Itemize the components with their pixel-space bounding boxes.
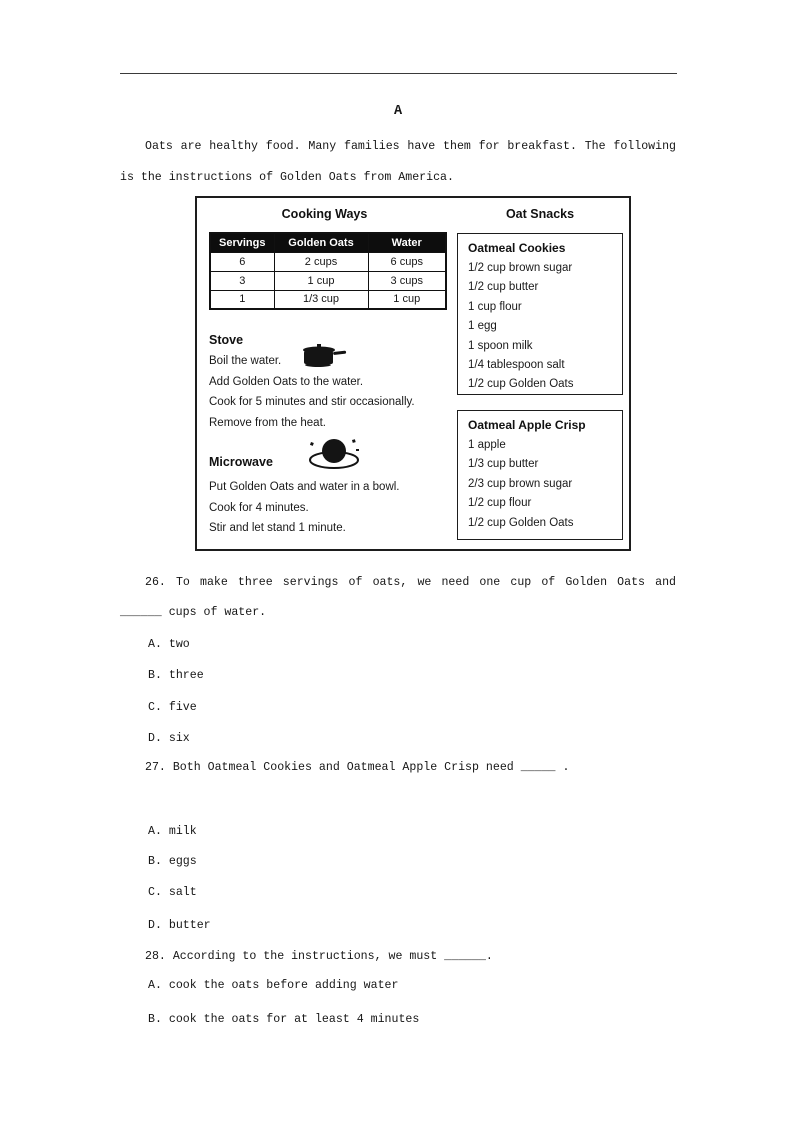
servings-table <box>209 232 447 310</box>
table-row <box>210 290 446 309</box>
header-rule <box>120 73 677 74</box>
question-27-line-1: 27. Both Oatmeal Cookies and Oatmeal Apple Crisp need _____ . <box>145 761 570 774</box>
table-cell: 2 cups <box>274 252 368 271</box>
intro-line-1: Oats are healthy food. Many families have them for breakfast. The following <box>145 140 676 153</box>
question-27-option-c: C. salt <box>148 886 197 899</box>
stove-step: Remove from the heat. <box>209 416 326 429</box>
question-28-option-a: A. cook the oats before adding water <box>148 979 399 992</box>
oatmeal-apple-crisp-title: Oatmeal Apple Crisp <box>468 418 586 432</box>
table-cell: 1/3 cup <box>274 290 368 309</box>
ingredient-item: 2/3 cup brown sugar <box>468 477 573 490</box>
table-cell: 1 cup <box>368 290 446 309</box>
table-cell: 3 <box>210 271 274 290</box>
ingredient-item: 1 apple <box>468 439 506 451</box>
table-header-row <box>210 233 446 252</box>
section-heading: A <box>393 104 403 119</box>
ingredient-item: 1 egg <box>468 320 497 333</box>
question-28-line-1: 28. According to the instructions, we must ______. <box>145 950 493 963</box>
table-cell: 3 cups <box>368 271 446 290</box>
table-row <box>210 252 446 271</box>
question-28-option-b: B. cook the oats for at least 4 minutes <box>148 1013 420 1026</box>
microwave-bowl-icon <box>307 436 361 475</box>
intro-line-2: is the instructions of Golden Oats from America. <box>120 171 454 184</box>
stove-step: Boil the water. <box>209 355 282 367</box>
instructions-figure <box>195 196 631 551</box>
table-cell: 1 <box>210 290 274 309</box>
ingredient-item: 1 cup flour <box>468 300 522 313</box>
ingredient-item: 1/2 cup Golden Oats <box>468 378 574 391</box>
microwave-step: Put Golden Oats and water in a bowl. <box>209 481 400 493</box>
ingredient-item: 1/2 cup Golden Oats <box>468 516 574 529</box>
question-26-line-1: 26. To make three servings of oats, we need one cup of Golden Oats and <box>145 576 676 589</box>
stove-step: Cook for 5 minutes and stir occasionally. <box>209 396 415 409</box>
table-cell: 6 <box>210 252 274 271</box>
microwave-step: Stir and let stand 1 minute. <box>209 522 346 535</box>
question-26-option-a: A. two <box>148 638 190 651</box>
ingredient-item: 1/3 cup butter <box>468 458 539 471</box>
ingredient-item: 1/2 cup flour <box>468 497 532 510</box>
oatmeal-cookies-box <box>457 233 623 395</box>
stove-pot-icon <box>297 341 347 374</box>
table-cell: 6 cups <box>368 252 446 271</box>
oat-snacks-title: Oat Snacks <box>505 207 575 221</box>
stove-heading: Stove <box>209 333 244 347</box>
oatmeal-apple-crisp-box <box>457 410 623 540</box>
oatmeal-cookies-title: Oatmeal Cookies <box>468 241 566 255</box>
table-cell: 1 cup <box>274 271 368 290</box>
question-26-option-b: B. three <box>148 669 204 682</box>
question-26-option-d: D. six <box>148 732 190 745</box>
question-26-line-2: ______ cups of water. <box>120 606 267 619</box>
microwave-step: Cook for 4 minutes. <box>209 501 309 514</box>
ingredient-item: 1/4 tablespoon salt <box>468 359 565 372</box>
table-row <box>210 271 446 290</box>
table-header-water: Water <box>368 233 446 252</box>
ingredient-item: 1 spoon milk <box>468 339 533 352</box>
question-27-option-d: D. butter <box>148 919 211 932</box>
ingredient-item: 1/2 cup butter <box>468 281 539 294</box>
table-header-golden-oats: Golden Oats <box>274 233 368 252</box>
question-27-option-a: A. milk <box>148 825 197 838</box>
microwave-heading: Microwave <box>209 455 273 469</box>
question-27-option-b: B. eggs <box>148 855 197 868</box>
cooking-ways-title: Cooking Ways <box>281 207 368 221</box>
stove-step: Add Golden Oats to the water. <box>209 375 364 388</box>
table-header-servings: Servings <box>210 233 274 252</box>
question-26-option-c: C. five <box>148 701 197 714</box>
ingredient-item: 1/2 cup brown sugar <box>468 262 573 274</box>
